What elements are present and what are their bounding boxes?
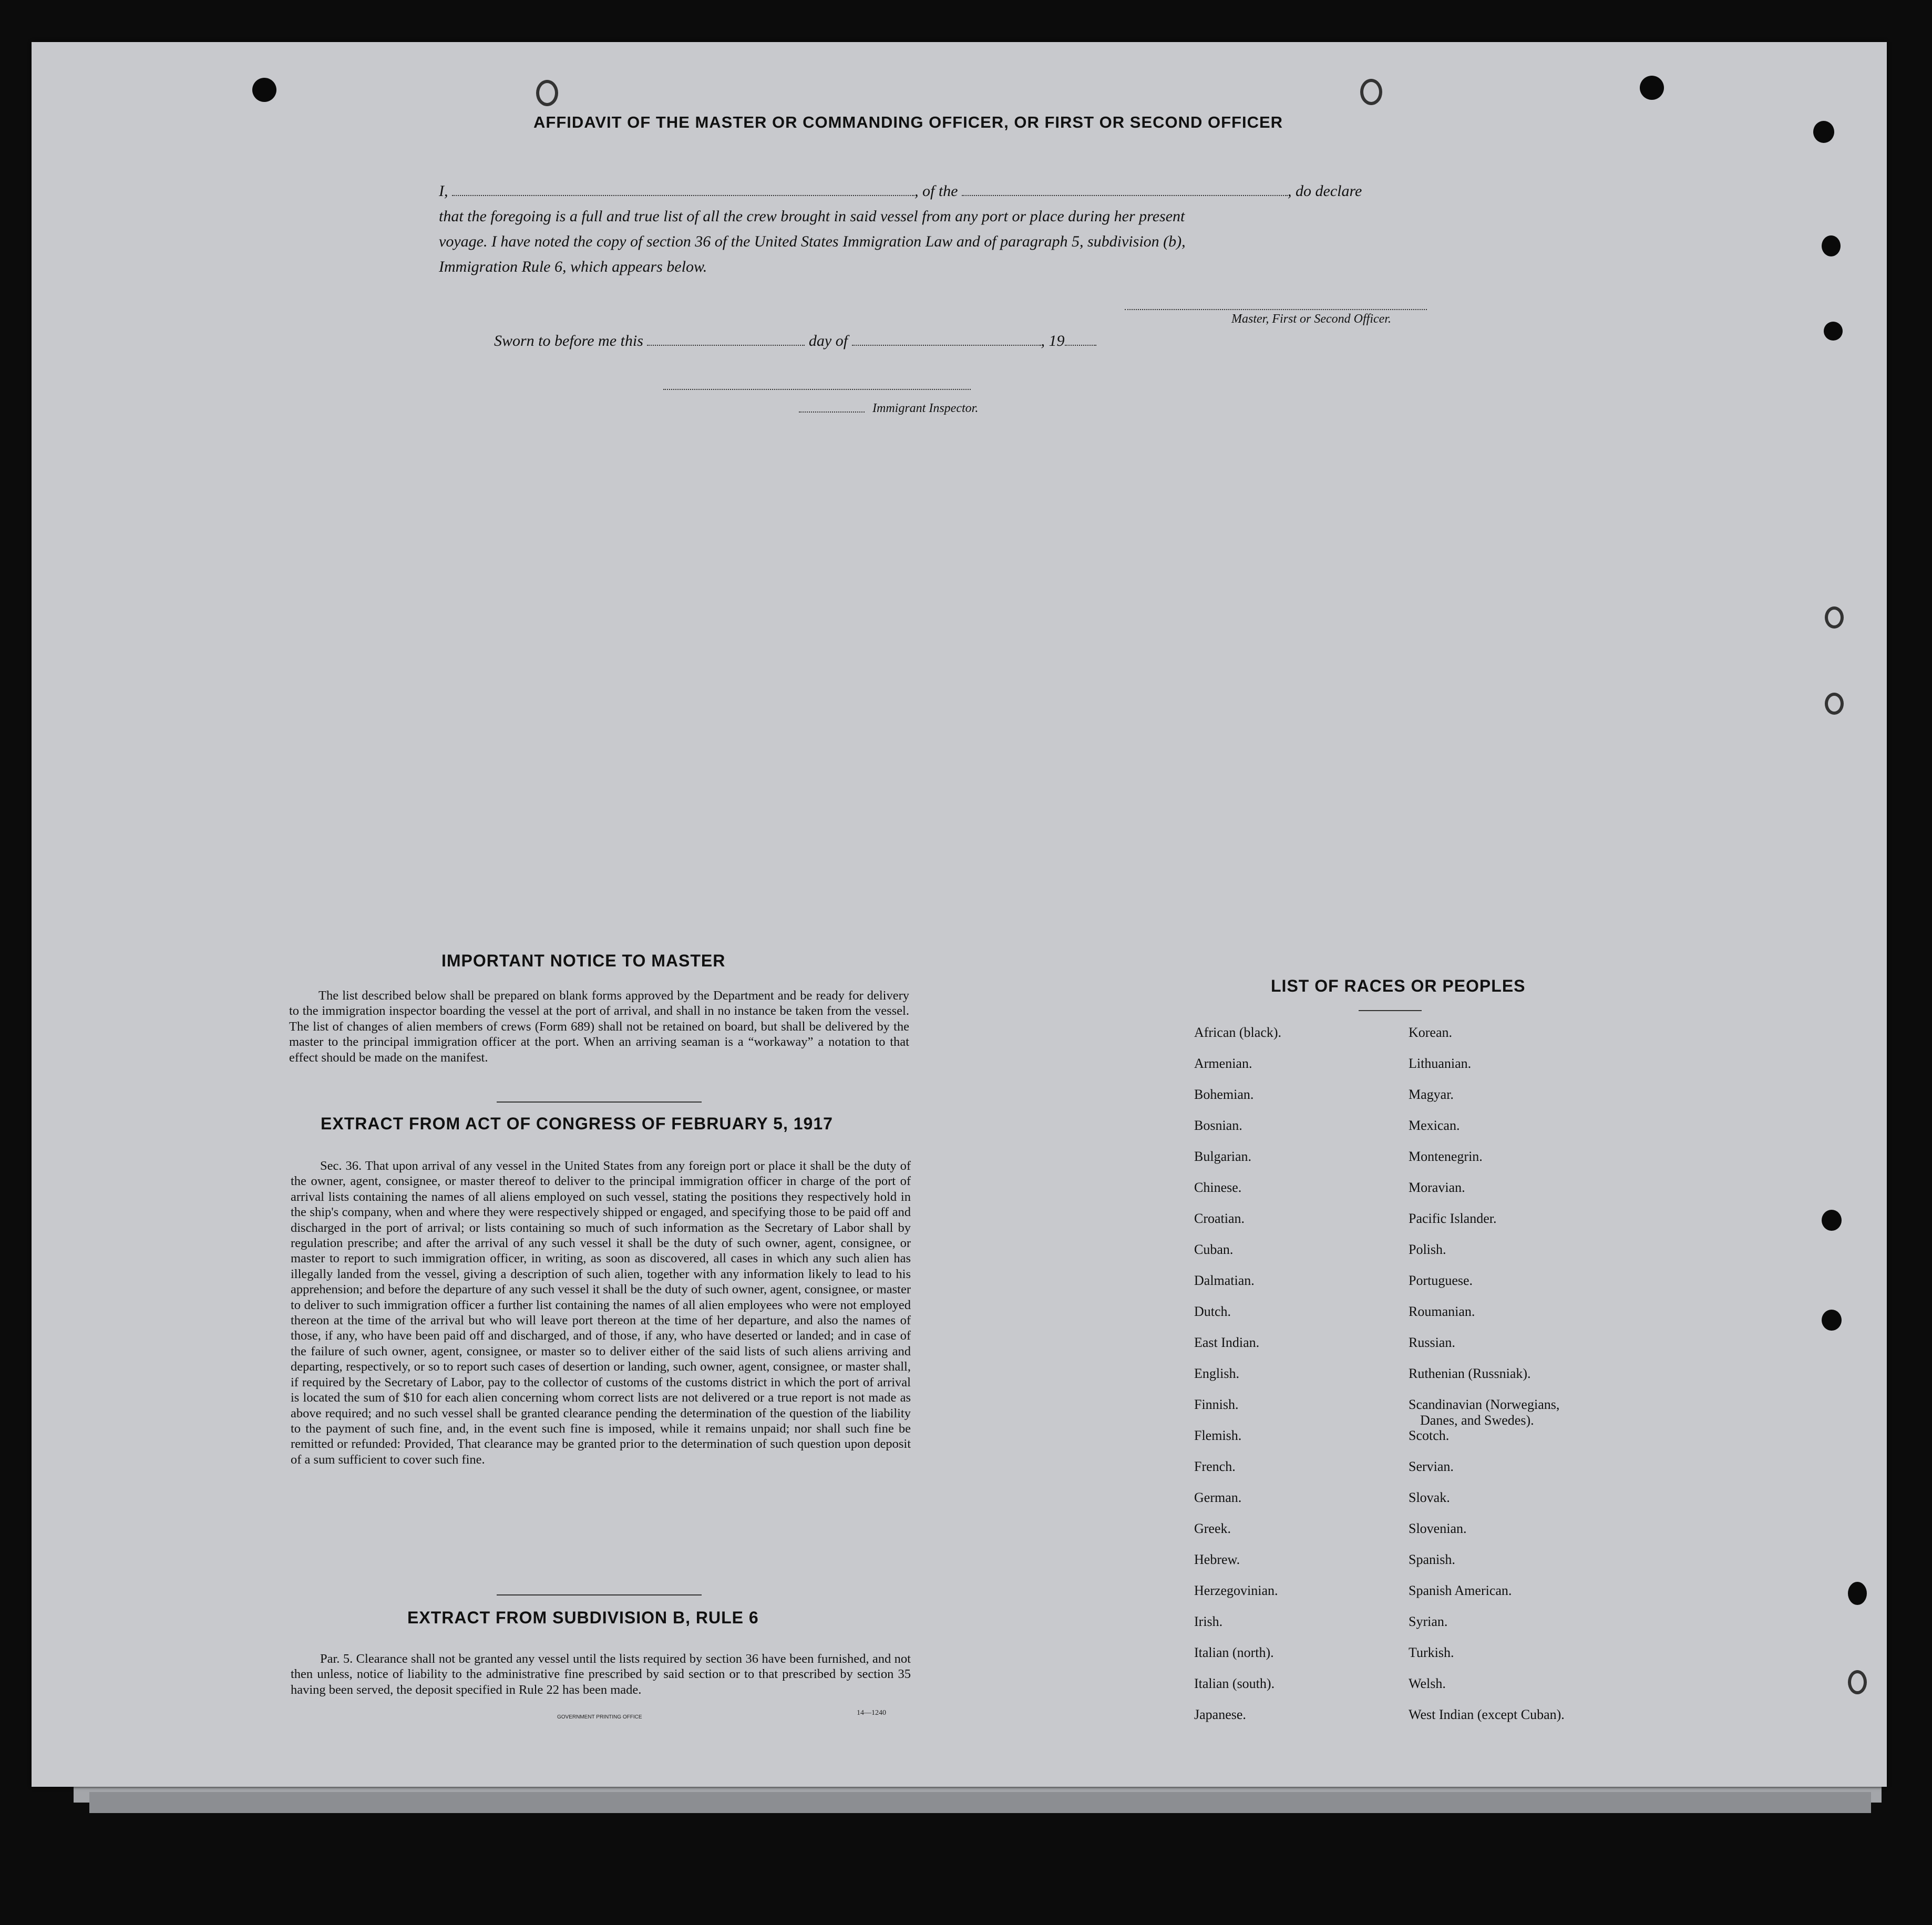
race-item: Irish.: [1194, 1614, 1223, 1629]
form-number: 14—1240: [857, 1709, 886, 1717]
race-item: Spanish.: [1409, 1552, 1455, 1567]
race-item: Flemish.: [1194, 1428, 1242, 1443]
act-title: EXTRACT FROM ACT OF CONGRESS OF FEBRUARY 5, 1917: [321, 1114, 833, 1133]
race-item: German.: [1194, 1490, 1242, 1505]
rule-title: EXTRACT FROM SUBDIVISION B, RULE 6: [407, 1608, 759, 1627]
sworn-before: Sworn to before me this: [494, 332, 643, 349]
race-item: East Indian.: [1194, 1335, 1260, 1350]
race-item: Chinese.: [1194, 1180, 1242, 1195]
race-item: Portuguese.: [1409, 1273, 1473, 1288]
race-item: Roumanian.: [1409, 1304, 1475, 1319]
sworn-day-field[interactable]: [647, 345, 805, 346]
divider-rule: [497, 1594, 702, 1595]
binder-hole-ring: [1825, 606, 1844, 629]
race-item: Hebrew.: [1194, 1552, 1240, 1567]
binder-hole-ring: [1360, 79, 1382, 105]
races-title-rule: [1359, 1010, 1422, 1011]
inspector-signature-line[interactable]: [663, 389, 971, 390]
act-text: Sec. 36. That upon arrival of any vessel in the United States from any foreign port or place it shall be the duty of the owner, agent, consignee, or master thereof to deliver to the principal immigration officer in charge of the port of arrival lists containing the names of all aliens employed on such vessel, stating the positions they respectively hold in the ship's company, when and where they were respectively shipped or engaged, and specifying those to be paid off and discharged in the port of arrival; or lists containing so much of such information as the Secretary of Labor shall by regulation prescribe; and after the arrival of any such vessel it shall be the duty of such owner, agent, consignee, or master to report to such immigration officer, in writing, as soon as discovered, all cases in which any such alien has illegally landed from the vessel, giving a description of such alien, together with any information likely to lead to his apprehension; and before the departure of any such vessel it shall be the duty of such owner, agent, consignee, or master to deliver to such immigration officer a further list containing the names of all alien employees who were not employed thereon at the time of the arrival but who will leave port thereon at the time of her departure, and also the names of those, if any, who have been paid off and discharged, and of those, if any, who have deserted or landed; and in case of the failure of such owner, agent, consignee, or master so to deliver either of the said lists of such aliens arriving and departing, respectively, or so to report such cases of desertion or landing, such owner, agent, consignee, or master shall, if required by the Secretary of Labor, pay to the collector of customs of the customs district in which the port of arrival is located the sum of $10 for each alien concerning whom correct lists are not delivered or a true report is not made as above required; and no such vessel shall be granted clearance pending the determination of the question of the liability to the payment of such fine, and, in the event such fine is imposed, while it remains unpaid; nor shall such fine be remitted or refunded: Provided, That clearance may be granted prior to the determination of such question upon deposit of a sum sufficient to cover such fine.: [291, 1159, 911, 1467]
race-item: Armenian.: [1194, 1056, 1252, 1071]
race-item: Welsh.: [1409, 1676, 1446, 1691]
race-item: Italian (north).: [1194, 1645, 1274, 1660]
race-item: Spanish American.: [1409, 1583, 1512, 1598]
race-item: Bosnian.: [1194, 1118, 1242, 1133]
race-item-scandinavian: Scandinavian (Norwegians,: [1409, 1397, 1560, 1412]
master-signature-caption: Master, First or Second Officer.: [1231, 312, 1391, 326]
race-item: Mexican.: [1409, 1118, 1460, 1133]
binder-hole: [252, 78, 276, 102]
inspector-caption-leader: [799, 411, 865, 413]
affidavit-of-the: , of the: [914, 182, 958, 200]
race-item: Lithuanian.: [1409, 1056, 1472, 1071]
race-item: Turkish.: [1409, 1645, 1454, 1660]
race-item: Slovak.: [1409, 1490, 1450, 1505]
race-item: Magyar.: [1409, 1087, 1454, 1102]
vessel-field[interactable]: [962, 195, 1288, 196]
race-item: Bulgarian.: [1194, 1149, 1252, 1164]
master-signature-line[interactable]: [1125, 309, 1427, 310]
notice-text: The list described below shall be prepared on blank forms approved by the Department and be ready for delivery to the immigration inspector boarding the vessel at the port of arrival, and shall in no instance be taken from the vessel. The list of changes of alien members of crews (Form 689) shall not be retained on board, but shall be delivered by the master to the principal immigration officer at the port. When an arriving seaman is a “workaway” a notation to that effect should be made on the manifest.: [289, 989, 909, 1065]
race-item: Greek.: [1194, 1521, 1231, 1536]
sworn-year-prefix: , 19: [1041, 332, 1065, 349]
races-column-right: [1409, 1025, 1565, 1738]
binder-hole: [1822, 1210, 1842, 1231]
race-item: Moravian.: [1409, 1180, 1465, 1195]
inspector-signature-caption: Immigrant Inspector.: [872, 402, 979, 415]
binder-hole-ring: [1848, 1670, 1867, 1694]
manifest-page-reverse: [32, 42, 1887, 1787]
sworn-year-field[interactable]: [1065, 345, 1096, 346]
race-item: Finnish.: [1194, 1397, 1239, 1412]
race-item: Dalmatian.: [1194, 1273, 1255, 1288]
binder-hole: [1822, 235, 1841, 256]
affidavit-line-4: Immigration Rule 6, which appears below.: [439, 258, 707, 275]
affidavit-line-3: voyage. I have noted the copy of section 36 of the United States Immigration Law and of paragraph 5, subdivision (b),: [439, 233, 1186, 250]
affidavit-line-1: [439, 179, 1469, 204]
race-item: Slovenian.: [1409, 1521, 1467, 1536]
binder-hole: [1822, 1310, 1842, 1331]
race-item: African (black).: [1194, 1025, 1282, 1040]
race-item: French.: [1194, 1459, 1236, 1474]
binder-hole-ring: [1825, 693, 1844, 715]
races-column-left: [1194, 1025, 1281, 1738]
race-item: Montenegrin.: [1409, 1149, 1483, 1164]
race-item: Russian.: [1409, 1335, 1455, 1350]
affidavit-title: AFFIDAVIT OF THE MASTER OR COMMANDING OFFICER, OR FIRST OR SECOND OFFICER: [533, 113, 1283, 131]
race-item-scandinavian-cont: Danes, and Swedes).: [1420, 1413, 1534, 1428]
name-field[interactable]: [452, 195, 914, 196]
binder-hole-ring: [536, 80, 558, 106]
race-item: Japanese.: [1194, 1707, 1246, 1722]
race-item: Syrian.: [1409, 1614, 1448, 1629]
race-item: Croatian.: [1194, 1211, 1245, 1226]
race-item: Servian.: [1409, 1459, 1454, 1474]
race-item: Polish.: [1409, 1242, 1446, 1257]
binder-hole: [1813, 121, 1834, 143]
underlying-sheet-edge: [89, 1792, 1871, 1813]
race-item: Korean.: [1409, 1025, 1453, 1040]
sworn-statement: [494, 332, 1096, 350]
affidavit-do-declare: , do declare: [1288, 182, 1362, 200]
race-item: Pacific Islander.: [1409, 1211, 1497, 1226]
race-item: Bohemian.: [1194, 1087, 1254, 1102]
race-item: Italian (south).: [1194, 1676, 1275, 1691]
race-item: [1409, 1397, 1565, 1428]
race-item: Cuban.: [1194, 1242, 1234, 1257]
divider-rule: [497, 1102, 702, 1103]
binder-hole: [1848, 1582, 1867, 1605]
affidavit-i: I,: [439, 182, 448, 200]
binder-hole: [1640, 76, 1664, 100]
sworn-day-of: day of: [808, 332, 848, 349]
notice-title: IMPORTANT NOTICE TO MASTER: [441, 951, 726, 970]
race-item: Dutch.: [1194, 1304, 1231, 1319]
sworn-month-field[interactable]: [852, 345, 1041, 346]
affidavit-line-2: that the foregoing is a full and true list of all the crew brought in said vessel from any port or place during her present: [439, 208, 1185, 225]
binder-hole: [1824, 322, 1843, 341]
race-item: West Indian (except Cuban).: [1409, 1707, 1565, 1722]
printer-imprint: GOVERNMENT PRINTING OFFICE: [557, 1714, 642, 1720]
race-item: Scotch.: [1409, 1428, 1450, 1443]
race-item: English.: [1194, 1366, 1239, 1381]
race-item: Herzegovinian.: [1194, 1583, 1278, 1598]
rule-text: Par. 5. Clearance shall not be granted any vessel until the lists required by section 36 have been furnished, and not then unless, notice of liability to the administrative fine prescribed by said section or to that prescribed by section 35 having been served, the deposit specified in Rule 22 has been made.: [291, 1652, 911, 1697]
race-item: Ruthenian (Russniak).: [1409, 1366, 1531, 1381]
affidavit-text: [439, 179, 1469, 280]
races-title: LIST OF RACES OR PEOPLES: [1271, 976, 1526, 995]
